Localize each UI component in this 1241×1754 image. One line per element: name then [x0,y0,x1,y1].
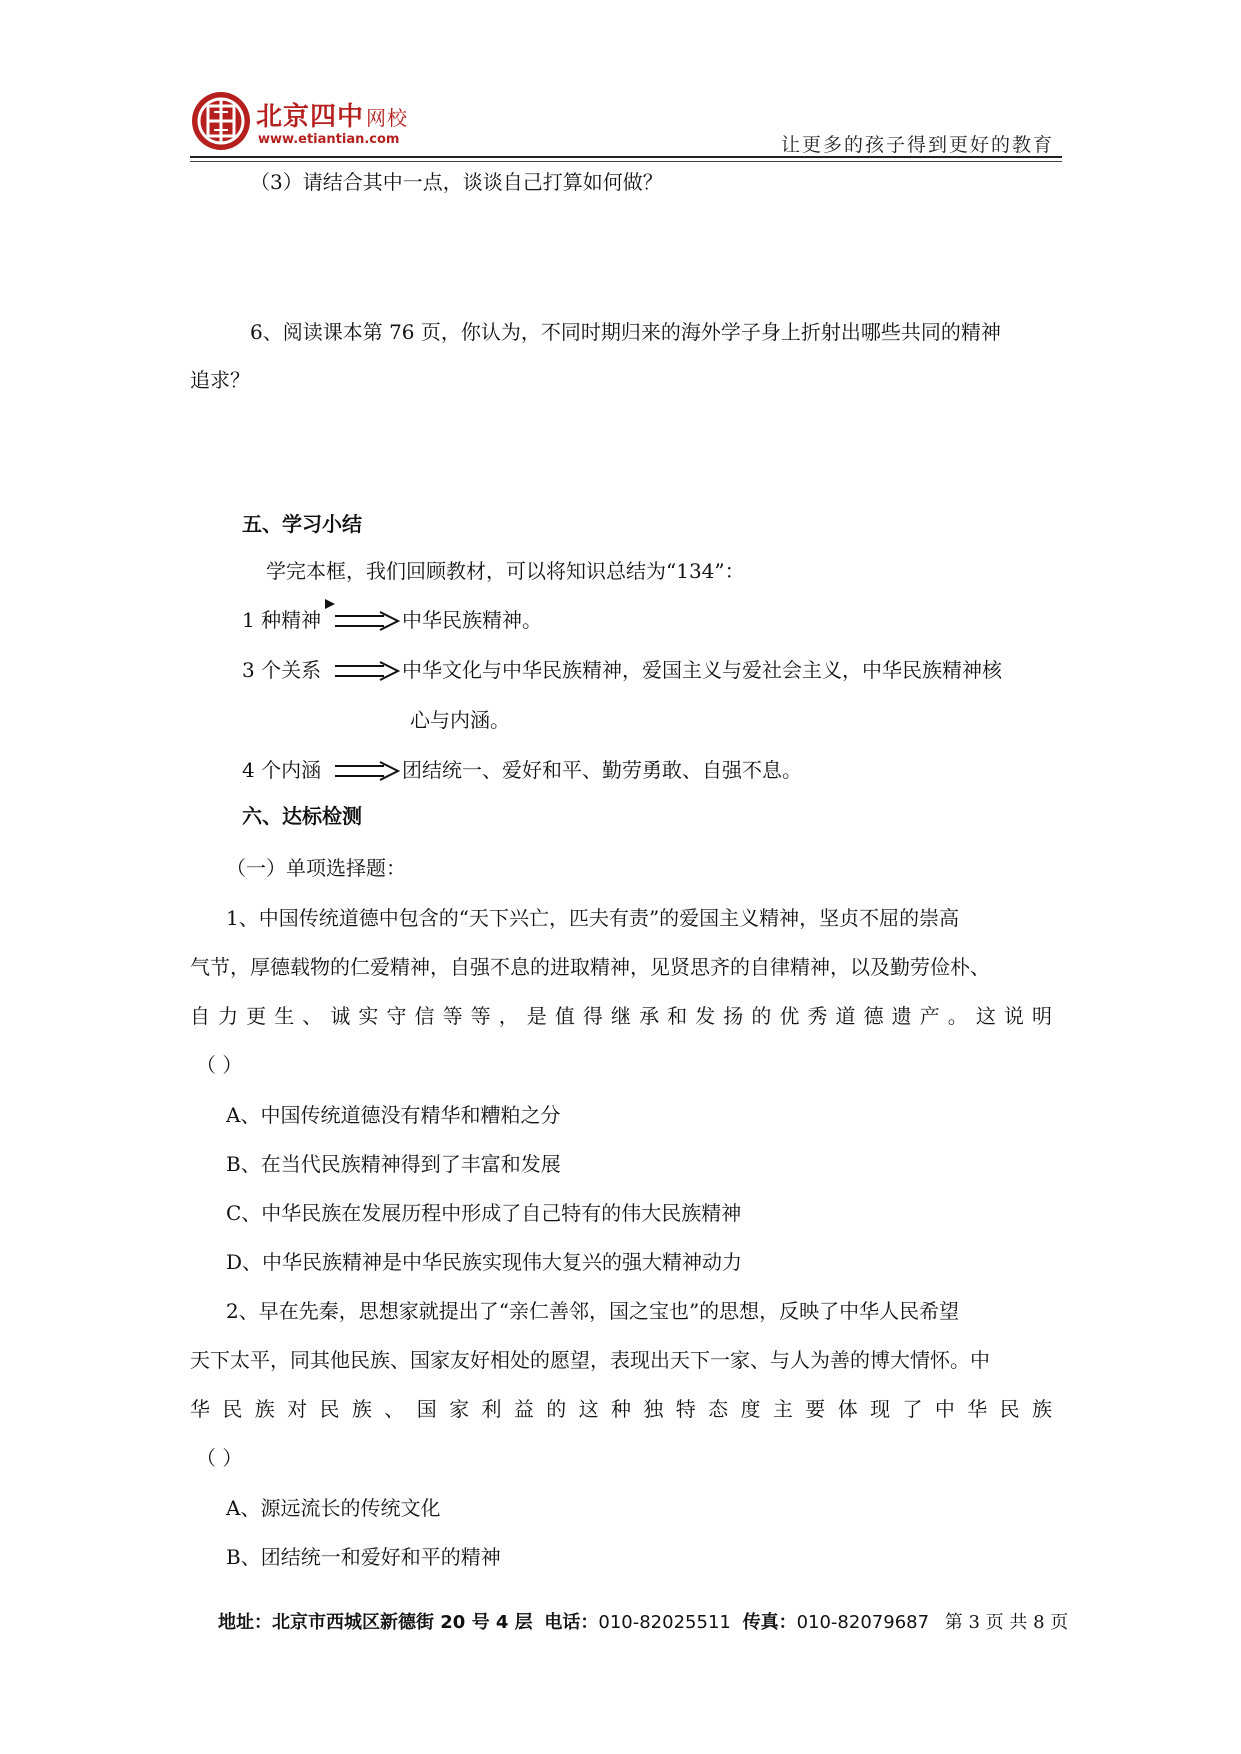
question-1-answer-paren: （ ） [196,1053,243,1077]
footer-fax: 010-82079687 [796,1612,930,1633]
question-1-option-d: D、中华民族精神是中华民族实现伟大复兴的强大精神动力 [226,1250,743,1274]
question-2-line-2: 天下太平，同其他民族、国家友好相处的愿望，表现出天下一家、与人为善的博大情怀。中 [190,1348,990,1372]
page-number: 第 3 页 共 8 页 [944,1612,1069,1633]
double-arrow-icon [334,610,400,632]
double-arrow-icon [334,660,400,682]
section-5-title: 五、学习小结 [242,512,362,536]
header-slogan: 让更多的孩子得到更好的教育 [780,134,1054,156]
question-1-line-2: 气节，厚德载物的仁爱精神，自强不息的进取精神，见贤思齐的自律精神，以及勤劳俭朴、 [190,955,990,979]
fax-label: 传真： [742,1612,797,1633]
summary-label-1: 1 种精神 [242,608,322,632]
logo-name-suffix: 网校 [366,106,409,130]
summary-label-2: 3 个关系 [242,658,322,682]
summary-label-3: 4 个内涵 [242,758,322,782]
footer-address: 北京市西城区新德街 20 号 4 层 [272,1612,533,1633]
phone-label: 电话： [544,1612,599,1633]
summary-text-1: 中华民族精神。 [402,608,542,632]
logo-name [256,96,408,133]
question-6-line-2: 追求？ [190,368,250,392]
page-footer [218,1608,1068,1634]
school-seal-icon [190,90,252,152]
header-rule-thin [190,161,1062,162]
question-2-option-a: A、源远流长的传统文化 [226,1496,441,1520]
summary-text-2: 中华文化与中华民族精神，爱国主义与爱社会主义，中华民族精神核 [402,658,1002,682]
question-2-line-3: 华民族对民族、国家利益的这种独特态度主要体现了中华民族 [190,1397,1052,1421]
footer-phone: 010-82025511 [598,1612,731,1633]
question-1-option-c: C、中华民族在发展历程中形成了自己特有的伟大民族精神 [226,1201,742,1225]
summary-text-2-cont: 心与内涵。 [410,708,510,732]
pointer-icon [324,598,336,610]
question-1-line-1: 1、中国传统道德中包含的“天下兴亡，匹夫有责”的爱国主义精神，坚贞不屈的崇高 [226,906,960,930]
question-1-option-b: B、在当代民族精神得到了丰富和发展 [226,1152,561,1176]
page-header [190,78,1062,158]
double-arrow-icon [334,760,400,782]
logo-name-main: 北京四中 [256,102,365,132]
address-label: 地址： [218,1612,272,1633]
summary-text-3: 团结统一、爱好和平、勤劳勇敢、自强不息。 [402,758,802,782]
question-1-option-a: A、中国传统道德没有精华和糟粕之分 [226,1103,561,1127]
summary-intro: 学完本框，我们回顾教材，可以将知识总结为“134”： [266,559,745,583]
part-1-title: （一）单项选择题： [226,856,406,880]
question-1-line-3: 自力更生、诚实守信等等，是值得继承和发扬的优秀道德遗产。这说明 [190,1004,1052,1028]
section-6-title: 六、达标检测 [242,804,362,828]
question-3-sub: （3）请结合其中一点，谈谈自己打算如何做？ [250,170,663,194]
question-2-option-b: B、团结统一和爱好和平的精神 [226,1545,501,1569]
header-rule [190,156,1062,158]
question-6-line-1: 6、阅读课本第 76 页，你认为，不同时期归来的海外学子身上折射出哪些共同的精神 [250,320,1001,344]
question-2-answer-paren: （ ） [196,1446,243,1470]
question-2-line-1: 2、早在先秦，思想家就提出了“亲仁善邻，国之宝也”的思想，反映了中华人民希望 [226,1299,960,1323]
logo-url: www.etiantian.com [258,132,400,147]
